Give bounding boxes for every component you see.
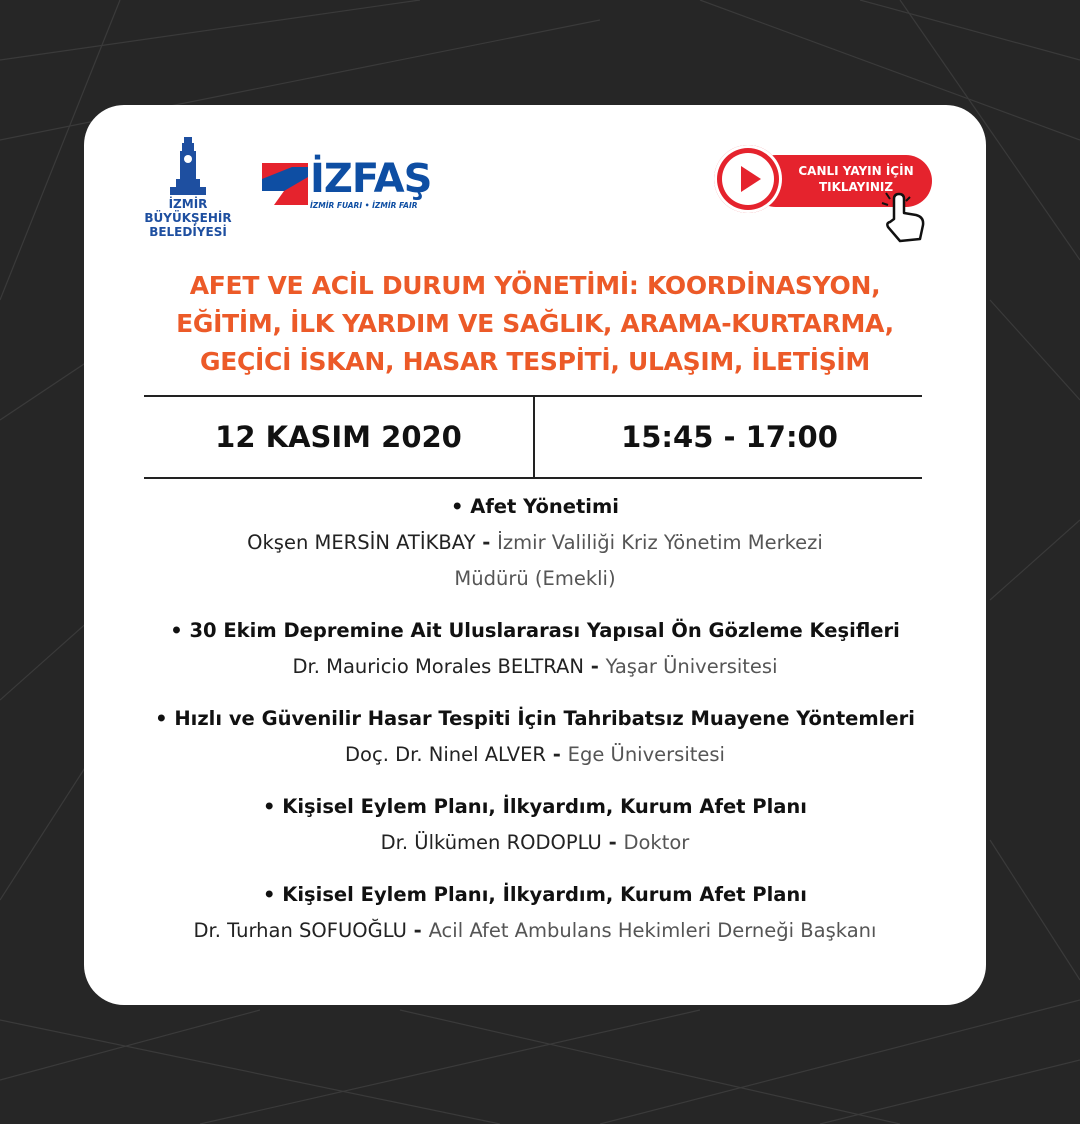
session-topic: • Afet Yönetimi bbox=[450, 495, 619, 518]
session-topic: • Hızlı ve Güvenilir Hasar Tespiti İçin Tahribatsız Muayene Yöntemleri bbox=[155, 707, 915, 730]
speaker-separator: - bbox=[583, 655, 606, 678]
session-speaker bbox=[84, 525, 986, 597]
izfas-mark-icon bbox=[262, 163, 308, 205]
session-speaker bbox=[84, 825, 986, 861]
session-speaker bbox=[84, 649, 986, 685]
date-time-row bbox=[144, 395, 922, 479]
izfas-logo bbox=[262, 157, 442, 217]
speaker-name: Dr. Ülkümen RODOPLU bbox=[380, 831, 602, 854]
speaker-separator: - bbox=[406, 919, 429, 942]
play-icon[interactable] bbox=[714, 145, 782, 213]
speaker-affiliation: İzmir Valiliği Kriz Yönetim Merkezi bbox=[497, 531, 823, 554]
live-stream-label-line2[interactable]: TIKLAYINIZ bbox=[818, 180, 894, 194]
session-item bbox=[84, 489, 986, 597]
live-stream-button[interactable] bbox=[714, 145, 944, 245]
session-topic: • Kişisel Eylem Planı, İlkyardım, Kurum Afet Planı bbox=[262, 795, 807, 818]
izfas-tagline: İZMİR FUARI • İZMİR FAIR bbox=[310, 201, 418, 210]
session-topic: • Kişisel Eylem Planı, İlkyardım, Kurum Afet Planı bbox=[262, 883, 807, 906]
speaker-name: Dr. Turhan SOFUOĞLU bbox=[193, 919, 407, 942]
speaker-separator: - bbox=[601, 831, 624, 854]
session-item bbox=[84, 613, 986, 685]
speaker-separator: - bbox=[545, 743, 568, 766]
live-stream-label-line1[interactable]: CANLI YAYIN İÇİN bbox=[798, 164, 914, 178]
speaker-affiliation: Acil Afet Ambulans Hekimleri Derneği Başkanı bbox=[428, 919, 877, 942]
session-topic: • 30 Ekim Depremine Ait Uluslararası Yapısal Ön Gözleme Keşifleri bbox=[170, 619, 900, 642]
event-date: 12 KASIM 2020 bbox=[215, 420, 462, 454]
session-item bbox=[84, 701, 986, 773]
izfas-wordmark: İZFAŞ bbox=[310, 156, 432, 202]
pointer-hand-icon bbox=[874, 189, 934, 249]
izmir-buyuksehir-logo bbox=[138, 135, 238, 247]
speaker-separator: - bbox=[475, 531, 498, 554]
event-title-line3: GEÇİCİ İSKAN, HASAR TESPİTİ, ULAŞIM, İLETİŞİM bbox=[200, 347, 870, 376]
session-item bbox=[84, 877, 986, 949]
izmir-logo-line1: İZMİR bbox=[168, 197, 208, 211]
event-title-line2: EĞİTİM, İLK YARDIM VE SAĞLIK, ARAMA-KURTARMA, bbox=[176, 309, 894, 338]
event-time: 15:45 - 17:00 bbox=[621, 420, 838, 454]
session-list bbox=[84, 489, 986, 965]
clock-tower-icon bbox=[138, 135, 238, 197]
session-item bbox=[84, 789, 986, 861]
speaker-name: Okşen MERSİN ATİKBAY bbox=[247, 531, 476, 554]
event-title bbox=[84, 267, 986, 381]
session-speaker bbox=[84, 913, 986, 949]
izmir-logo-line3: BELEDİYESİ bbox=[149, 225, 227, 239]
event-title-line1: AFET VE ACİL DURUM YÖNETİMİ: KOORDİNASYON, bbox=[189, 271, 881, 300]
speaker-name: Doç. Dr. Ninel ALVER bbox=[345, 743, 546, 766]
speaker-affiliation: Yaşar Üniversitesi bbox=[605, 655, 778, 678]
session-speaker bbox=[84, 737, 986, 773]
speaker-affiliation: Doktor bbox=[623, 831, 690, 854]
speaker-affiliation: Ege Üniversitesi bbox=[567, 743, 725, 766]
event-card bbox=[84, 105, 986, 1005]
speaker-affiliation-continued: Müdürü (Emekli) bbox=[454, 567, 616, 590]
speaker-name: Dr. Mauricio Morales BELTRAN bbox=[292, 655, 584, 678]
play-button-circle[interactable] bbox=[714, 145, 782, 213]
izmir-logo-line2: BÜYÜKŞEHİR bbox=[144, 211, 232, 225]
